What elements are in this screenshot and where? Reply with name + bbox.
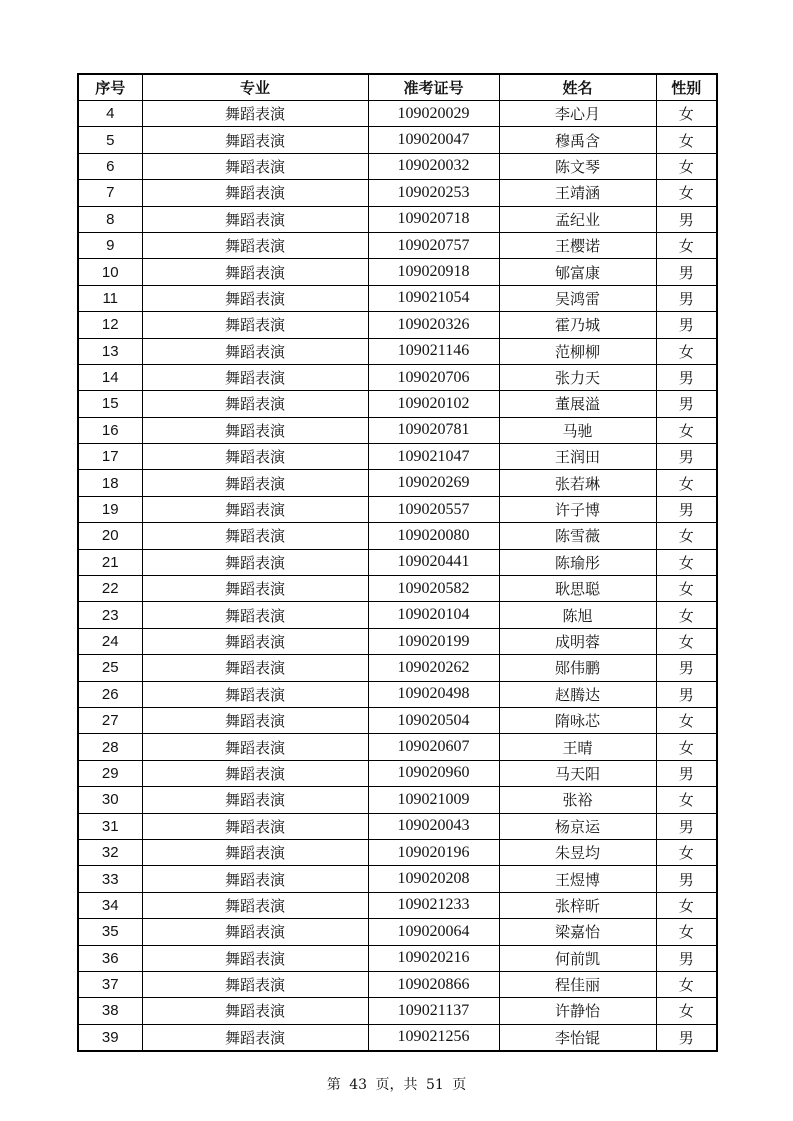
cell-index: 22: [78, 576, 142, 602]
cell-index: 15: [78, 391, 142, 417]
cell-index: 35: [78, 919, 142, 945]
table-row: [78, 919, 717, 945]
cell-name: 孟纪业: [499, 206, 656, 232]
cell-index: 37: [78, 971, 142, 997]
cell-name: 吴鸿雷: [499, 285, 656, 311]
table-row: [78, 655, 717, 681]
cell-major: 舞蹈表演: [142, 813, 368, 839]
cell-gender: 女: [656, 628, 717, 654]
cell-index: 23: [78, 602, 142, 628]
cell-exam-number: 109020216: [368, 945, 499, 971]
table-row: [78, 206, 717, 232]
cell-major: 舞蹈表演: [142, 1024, 368, 1051]
cell-name: 陈雪薇: [499, 523, 656, 549]
cell-name: 霍乃城: [499, 312, 656, 338]
table-row: [78, 391, 717, 417]
cell-name: 何前凯: [499, 945, 656, 971]
table-row: [78, 760, 717, 786]
cell-name: 陈旭: [499, 602, 656, 628]
cell-index: 14: [78, 364, 142, 390]
cell-exam-number: 109020104: [368, 602, 499, 628]
cell-index: 31: [78, 813, 142, 839]
cell-major: 舞蹈表演: [142, 998, 368, 1024]
cell-gender: 男: [656, 285, 717, 311]
cell-index: 30: [78, 787, 142, 813]
cell-gender: 男: [656, 391, 717, 417]
cell-gender: 女: [656, 707, 717, 733]
cell-major: 舞蹈表演: [142, 338, 368, 364]
cell-gender: 男: [656, 1024, 717, 1051]
cell-name: 王晴: [499, 734, 656, 760]
cell-index: 4: [78, 101, 142, 127]
cell-major: 舞蹈表演: [142, 391, 368, 417]
cell-major: 舞蹈表演: [142, 180, 368, 206]
cell-index: 9: [78, 232, 142, 258]
cell-name: 李心月: [499, 101, 656, 127]
cell-exam-number: 109021054: [368, 285, 499, 311]
header-name: 姓名: [499, 74, 656, 101]
table-row: [78, 364, 717, 390]
cell-gender: 男: [656, 655, 717, 681]
table-row: [78, 496, 717, 522]
cell-major: 舞蹈表演: [142, 259, 368, 285]
table-row: [78, 101, 717, 127]
cell-gender: 女: [656, 101, 717, 127]
cell-index: 10: [78, 259, 142, 285]
table-row: [78, 734, 717, 760]
cell-gender: 女: [656, 892, 717, 918]
table-row: [78, 998, 717, 1024]
cell-major: 舞蹈表演: [142, 206, 368, 232]
cell-name: 许静怡: [499, 998, 656, 1024]
cell-major: 舞蹈表演: [142, 760, 368, 786]
cell-major: 舞蹈表演: [142, 496, 368, 522]
applicant-table: [77, 73, 718, 1052]
cell-major: 舞蹈表演: [142, 602, 368, 628]
cell-exam-number: 109020064: [368, 919, 499, 945]
table-body: [78, 101, 717, 1052]
cell-major: 舞蹈表演: [142, 681, 368, 707]
cell-index: 34: [78, 892, 142, 918]
cell-index: 5: [78, 127, 142, 153]
cell-exam-number: 109020866: [368, 971, 499, 997]
cell-gender: 男: [656, 206, 717, 232]
table-row: [78, 602, 717, 628]
table-row: [78, 576, 717, 602]
cell-name: 隋咏芯: [499, 707, 656, 733]
cell-exam-number: 109020607: [368, 734, 499, 760]
cell-major: 舞蹈表演: [142, 153, 368, 179]
cell-major: 舞蹈表演: [142, 127, 368, 153]
cell-name: 董展溢: [499, 391, 656, 417]
cell-exam-number: 109021256: [368, 1024, 499, 1051]
header-exam-number: 准考证号: [368, 74, 499, 101]
table-row: [78, 127, 717, 153]
cell-name: 马天阳: [499, 760, 656, 786]
cell-name: 张裕: [499, 787, 656, 813]
cell-major: 舞蹈表演: [142, 787, 368, 813]
cell-exam-number: 109020208: [368, 866, 499, 892]
cell-gender: 男: [656, 259, 717, 285]
cell-exam-number: 109021233: [368, 892, 499, 918]
table-row: [78, 866, 717, 892]
table-row: [78, 312, 717, 338]
cell-gender: 男: [656, 681, 717, 707]
table-row: [78, 813, 717, 839]
table-row: [78, 285, 717, 311]
cell-index: 19: [78, 496, 142, 522]
table-row: [78, 180, 717, 206]
cell-major: 舞蹈表演: [142, 655, 368, 681]
cell-major: 舞蹈表演: [142, 470, 368, 496]
cell-index: 11: [78, 285, 142, 311]
cell-exam-number: 109020102: [368, 391, 499, 417]
cell-name: 陈瑜彤: [499, 549, 656, 575]
cell-index: 26: [78, 681, 142, 707]
cell-name: 张梓昕: [499, 892, 656, 918]
cell-exam-number: 109020262: [368, 655, 499, 681]
cell-major: 舞蹈表演: [142, 866, 368, 892]
table-row: [78, 549, 717, 575]
cell-index: 28: [78, 734, 142, 760]
cell-major: 舞蹈表演: [142, 549, 368, 575]
table-row: [78, 945, 717, 971]
cell-name: 陈文琴: [499, 153, 656, 179]
cell-name: 范柳柳: [499, 338, 656, 364]
cell-gender: 男: [656, 364, 717, 390]
cell-gender: 女: [656, 470, 717, 496]
cell-index: 13: [78, 338, 142, 364]
cell-name: 张力天: [499, 364, 656, 390]
cell-exam-number: 109020441: [368, 549, 499, 575]
cell-gender: 男: [656, 945, 717, 971]
header-major: 专业: [142, 74, 368, 101]
cell-name: 穆禹含: [499, 127, 656, 153]
cell-major: 舞蹈表演: [142, 892, 368, 918]
cell-gender: 男: [656, 813, 717, 839]
cell-index: 25: [78, 655, 142, 681]
cell-name: 程佳丽: [499, 971, 656, 997]
cell-gender: 女: [656, 919, 717, 945]
cell-exam-number: 109020199: [368, 628, 499, 654]
cell-exam-number: 109020047: [368, 127, 499, 153]
table-row: [78, 470, 717, 496]
cell-exam-number: 109020557: [368, 496, 499, 522]
cell-exam-number: 109020960: [368, 760, 499, 786]
table-row: [78, 892, 717, 918]
cell-major: 舞蹈表演: [142, 707, 368, 733]
cell-exam-number: 109020918: [368, 259, 499, 285]
cell-gender: 女: [656, 180, 717, 206]
header-gender: 性别: [656, 74, 717, 101]
table-row: [78, 417, 717, 443]
cell-gender: 女: [656, 127, 717, 153]
cell-gender: 女: [656, 232, 717, 258]
table-header-row: [78, 74, 717, 101]
table-row: [78, 338, 717, 364]
cell-exam-number: 109020029: [368, 101, 499, 127]
cell-name: 张若琳: [499, 470, 656, 496]
cell-index: 27: [78, 707, 142, 733]
cell-gender: 女: [656, 971, 717, 997]
cell-gender: 女: [656, 549, 717, 575]
table-row: [78, 232, 717, 258]
cell-name: 杨京运: [499, 813, 656, 839]
cell-exam-number: 109020269: [368, 470, 499, 496]
cell-index: 33: [78, 866, 142, 892]
cell-gender: 女: [656, 787, 717, 813]
cell-major: 舞蹈表演: [142, 101, 368, 127]
cell-major: 舞蹈表演: [142, 312, 368, 338]
cell-exam-number: 109021137: [368, 998, 499, 1024]
cell-index: 32: [78, 839, 142, 865]
cell-exam-number: 109020582: [368, 576, 499, 602]
cell-index: 21: [78, 549, 142, 575]
cell-index: 12: [78, 312, 142, 338]
table-row: [78, 444, 717, 470]
cell-name: 郧伟鹏: [499, 655, 656, 681]
cell-name: 耿思聪: [499, 576, 656, 602]
cell-index: 39: [78, 1024, 142, 1051]
table-row: [78, 787, 717, 813]
cell-major: 舞蹈表演: [142, 628, 368, 654]
cell-gender: 女: [656, 523, 717, 549]
table-row: [78, 1024, 717, 1051]
cell-exam-number: 109021047: [368, 444, 499, 470]
cell-major: 舞蹈表演: [142, 523, 368, 549]
cell-gender: 女: [656, 338, 717, 364]
table-row: [78, 259, 717, 285]
cell-major: 舞蹈表演: [142, 971, 368, 997]
cell-exam-number: 109020326: [368, 312, 499, 338]
cell-major: 舞蹈表演: [142, 576, 368, 602]
cell-exam-number: 109020253: [368, 180, 499, 206]
cell-name: 成明蓉: [499, 628, 656, 654]
cell-major: 舞蹈表演: [142, 919, 368, 945]
cell-name: 王煜博: [499, 866, 656, 892]
table-row: [78, 707, 717, 733]
cell-name: 赵腾达: [499, 681, 656, 707]
cell-major: 舞蹈表演: [142, 839, 368, 865]
table-row: [78, 523, 717, 549]
cell-index: 36: [78, 945, 142, 971]
table-row: [78, 628, 717, 654]
cell-gender: 女: [656, 576, 717, 602]
page-footer: 第 43 页，共 51 页: [326, 1077, 467, 1093]
cell-index: 18: [78, 470, 142, 496]
cell-name: 马驰: [499, 417, 656, 443]
cell-gender: 女: [656, 998, 717, 1024]
cell-name: 梁嘉怡: [499, 919, 656, 945]
cell-index: 38: [78, 998, 142, 1024]
cell-exam-number: 109020781: [368, 417, 499, 443]
cell-index: 16: [78, 417, 142, 443]
cell-major: 舞蹈表演: [142, 444, 368, 470]
cell-gender: 女: [656, 734, 717, 760]
cell-index: 8: [78, 206, 142, 232]
table-row: [78, 681, 717, 707]
cell-exam-number: 109020504: [368, 707, 499, 733]
cell-gender: 女: [656, 417, 717, 443]
cell-index: 20: [78, 523, 142, 549]
cell-major: 舞蹈表演: [142, 945, 368, 971]
cell-exam-number: 109020498: [368, 681, 499, 707]
cell-name: 许子博: [499, 496, 656, 522]
cell-gender: 男: [656, 760, 717, 786]
cell-index: 17: [78, 444, 142, 470]
cell-gender: 男: [656, 444, 717, 470]
cell-name: 朱昱均: [499, 839, 656, 865]
cell-exam-number: 109021009: [368, 787, 499, 813]
cell-gender: 男: [656, 312, 717, 338]
cell-index: 29: [78, 760, 142, 786]
cell-exam-number: 109020043: [368, 813, 499, 839]
table-row: [78, 971, 717, 997]
cell-name: 王靖涵: [499, 180, 656, 206]
table-row: [78, 839, 717, 865]
cell-major: 舞蹈表演: [142, 734, 368, 760]
cell-index: 7: [78, 180, 142, 206]
cell-major: 舞蹈表演: [142, 232, 368, 258]
cell-name: 王樱诺: [499, 232, 656, 258]
cell-exam-number: 109020718: [368, 206, 499, 232]
cell-name: 郇富康: [499, 259, 656, 285]
cell-gender: 男: [656, 496, 717, 522]
cell-exam-number: 109021146: [368, 338, 499, 364]
cell-major: 舞蹈表演: [142, 285, 368, 311]
cell-gender: 女: [656, 153, 717, 179]
cell-name: 王润田: [499, 444, 656, 470]
cell-gender: 女: [656, 839, 717, 865]
cell-index: 24: [78, 628, 142, 654]
cell-exam-number: 109020196: [368, 839, 499, 865]
cell-major: 舞蹈表演: [142, 364, 368, 390]
cell-exam-number: 109020757: [368, 232, 499, 258]
cell-major: 舞蹈表演: [142, 417, 368, 443]
cell-gender: 女: [656, 602, 717, 628]
cell-exam-number: 109020032: [368, 153, 499, 179]
cell-name: 李怡锟: [499, 1024, 656, 1051]
cell-gender: 男: [656, 866, 717, 892]
cell-index: 6: [78, 153, 142, 179]
cell-exam-number: 109020706: [368, 364, 499, 390]
cell-exam-number: 109020080: [368, 523, 499, 549]
table-row: [78, 153, 717, 179]
header-index: 序号: [78, 74, 142, 101]
